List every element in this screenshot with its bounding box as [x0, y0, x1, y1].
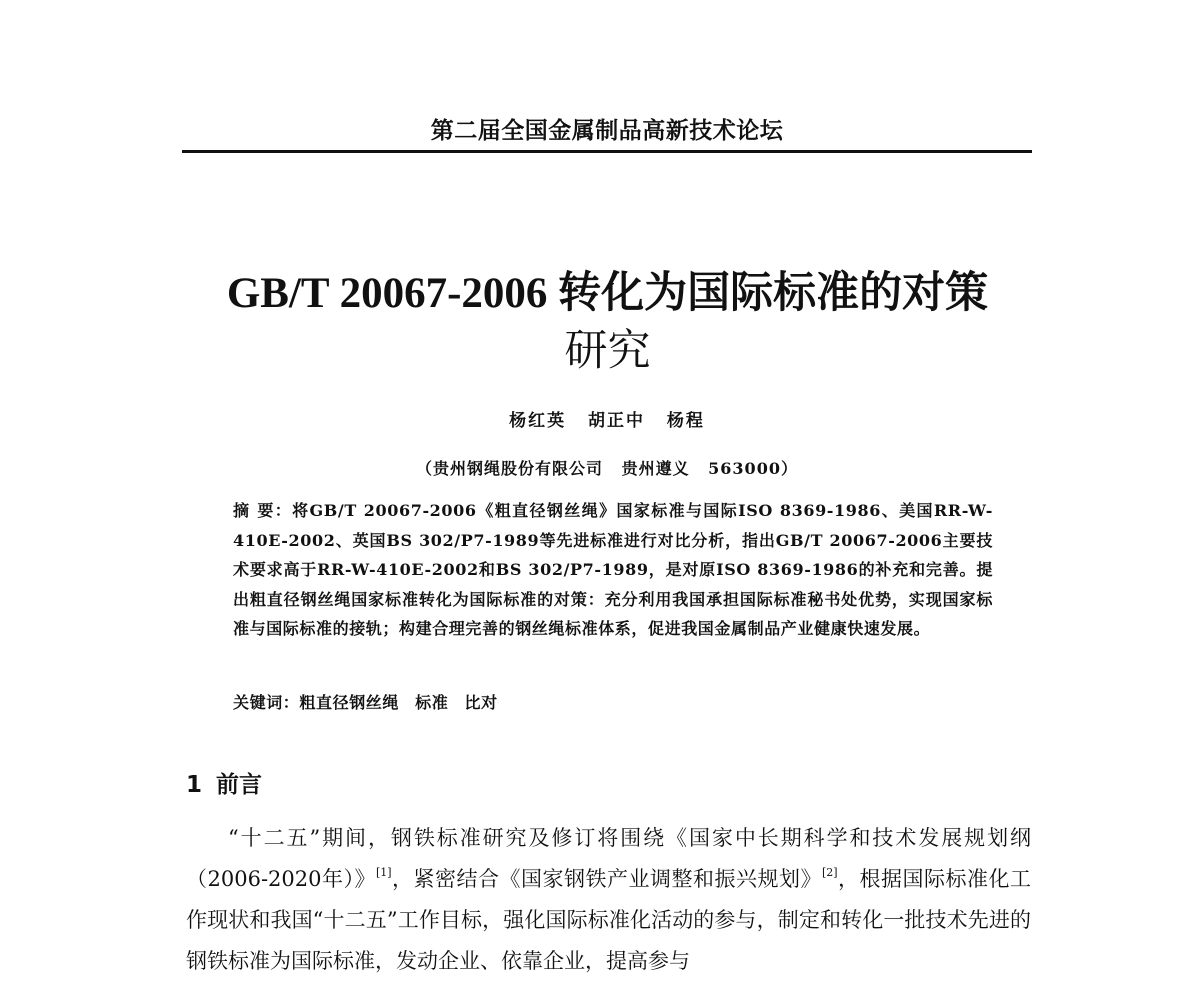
body-text-part-3: ，根据国际标准化工作现状和我国“十二五”工作目标，强化国际标准化活动的参与，制定和转化一批技术先进的钢铁标准为国际标准，发动企业、依靠企业，提高参与: [186, 867, 1032, 973]
citation-ref-1[interactable]: [1]: [375, 866, 392, 879]
abstract-text: 将GB/T 20067-2006《粗直径钢丝绳》国家标准与国际ISO 8369-1986、美国RR-W-410E-2002、英国BS 302/P7-1989等先进标准进行对比分析，指出GB/T 20067-2006主要技术要求高于RR-W-410E-2002和BS 302/P7-1989，是对原ISO 8369-1986的补充和完善。提出粗直径钢丝绳国家标准转化为国际标准的对策：充分利用我国承担国际标准秘书处优势，实现国家标准与国际标准的接轨；构建合理完善的钢丝绳标准体系，促进我国金属制品产业健康快速发展。: [233, 501, 993, 638]
authors: 杨红英 胡正中 杨程: [509, 411, 705, 431]
header-rule: [182, 150, 1032, 153]
paper-title-line-1: GB/T 20067-2006 转化为国际标准的对策: [226, 270, 989, 317]
paper-title: [140, 265, 1075, 381]
citation-ref-2[interactable]: [2]: [821, 866, 838, 879]
abstract-label: 摘 要：: [233, 501, 293, 520]
section-title: 前言: [216, 772, 263, 798]
abstract: [233, 496, 993, 644]
section-number: 1: [186, 772, 203, 798]
keywords: [233, 690, 993, 713]
running-header: 第二届全国金属制品高新技术论坛: [430, 118, 784, 144]
keywords-label: 关键词：: [233, 693, 300, 712]
paper-title-line-2: 研究: [564, 328, 651, 375]
section-heading: [186, 766, 262, 799]
body-text-part-2: ，紧密结合《国家钢铁产业调整和振兴规划》: [391, 867, 822, 891]
body-paragraph: [186, 818, 1031, 982]
body-text-part-1: “十二五”期间，钢铁标准研究及修订将围绕《国家中长期科学和技术发展规划纲（2006-2020年）》: [186, 826, 1031, 891]
keywords-text: 粗直径钢丝绳 标准 比对: [299, 693, 498, 712]
affiliation: （贵州钢绳股份有限公司 贵州遵义 563000）: [416, 459, 798, 478]
